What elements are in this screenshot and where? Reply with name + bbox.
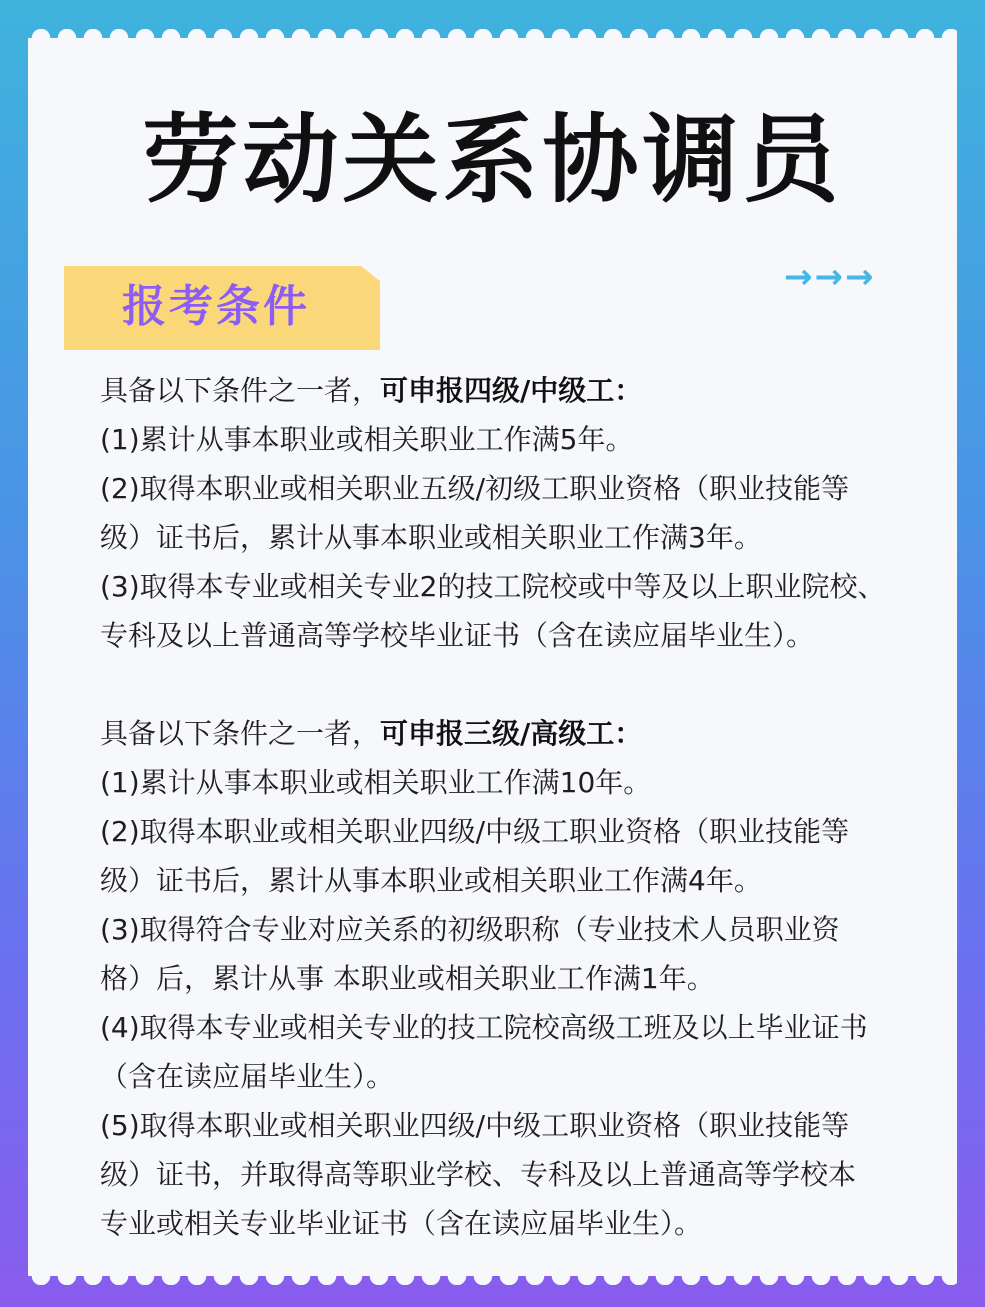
section2-intro-text: 具备以下条件之一者， [100, 717, 381, 750]
scalloped-edge-top [28, 29, 957, 47]
conditions-content [100, 366, 950, 1248]
section2-intro [100, 709, 950, 758]
section-spacer [100, 660, 950, 709]
list-item: (2)取得本职业或相关职业四级/中级工职业资格（职业技能等 [100, 815, 850, 848]
section1-intro-text: 具备以下条件之一者， [100, 374, 381, 407]
scalloped-edge-bottom [28, 1267, 957, 1285]
list-item: 级）证书后，累计从事本职业或相关职业工作满3年。 [100, 521, 762, 554]
list-item: 级）证书，并取得高等职业学校、专科及以上普通高等学校本 [100, 1158, 857, 1191]
list-item: 专科及以上普通高等学校毕业证书（含在读应届毕业生）。 [100, 619, 815, 652]
arrows-icon: →→→ [784, 257, 876, 297]
list-item: 级）证书后，累计从事本职业或相关职业工作满4年。 [100, 864, 762, 897]
list-item: (5)取得本职业或相关职业四级/中级工职业资格（职业技能等 [100, 1109, 850, 1142]
list-item: (1)累计从事本职业或相关职业工作满10年。 [100, 766, 652, 799]
list-item: （含在读应届毕业生）。 [100, 1060, 395, 1093]
page-title: 劳动关系协调员 [142, 104, 843, 216]
list-item: 专业或相关专业毕业证书（含在读应届毕业生）。 [100, 1207, 703, 1240]
list-item: (4)取得本专业或相关专业的技工院校高级工班及以上毕业证书 [100, 1011, 868, 1044]
list-item: 格）后，累计从事 本职业或相关职业工作满1年。 [100, 962, 715, 995]
section1-intro-bold: 可申报四级/中级工： [380, 374, 643, 407]
list-item: (3)取得本专业或相关专业2的技工院校或中等及以上职业院校、 [100, 570, 886, 603]
section1-intro [100, 366, 950, 415]
list-item: (1)累计从事本职业或相关职业工作满5年。 [100, 423, 634, 456]
list-item: (2)取得本职业或相关职业五级/初级工职业资格（职业技能等 [100, 472, 850, 505]
list-item: (3)取得符合专业对应关系的初级职称（专业技术人员职业资 [100, 913, 840, 946]
section2-intro-bold: 可申报三级/高级工： [380, 717, 643, 750]
section-badge-label: 报考条件 [122, 281, 310, 332]
